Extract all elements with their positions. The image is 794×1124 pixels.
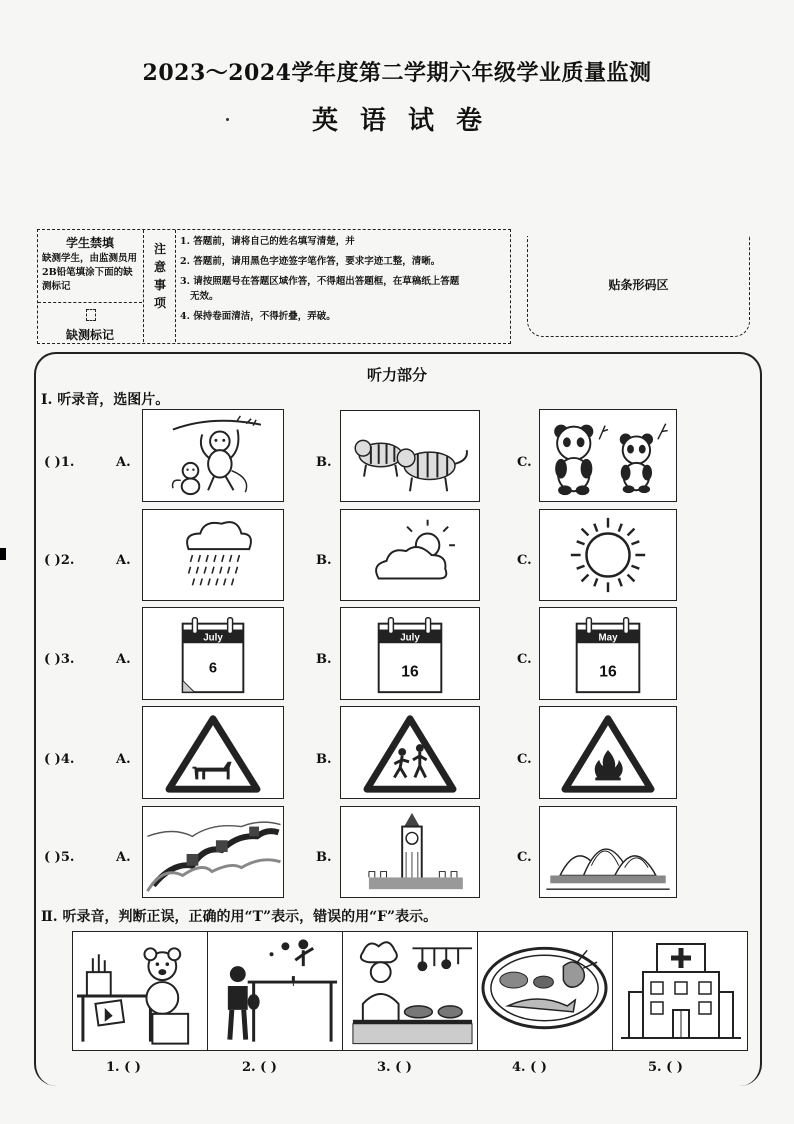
option-c-label: C.: [517, 752, 532, 767]
ping-pong-image[interactable]: [208, 932, 343, 1050]
sydney-opera-house-image[interactable]: [539, 806, 677, 898]
section-title: 听力部分: [366, 366, 427, 384]
student-box: [38, 230, 144, 342]
exam-subtitle: 英语试卷: [311, 106, 504, 136]
question-4-label[interactable]: ( )4.: [44, 752, 75, 767]
desk-teddy-bear-image[interactable]: [73, 932, 208, 1050]
notes-label-col: [144, 230, 176, 342]
option-b-label: B.: [316, 652, 332, 667]
notes-label: 注意事项: [153, 242, 166, 310]
answer-blank-5[interactable]: 5. ( ): [648, 1060, 683, 1075]
scan-mark: [0, 548, 6, 560]
chef-kitchen-image[interactable]: [343, 932, 478, 1050]
absence-mark-label: 缺测标记: [65, 328, 114, 342]
calendar-icon[interactable]: [539, 607, 677, 700]
question-1-label[interactable]: ( )1.: [44, 455, 75, 470]
rain-cloud-icon[interactable]: [142, 509, 284, 601]
option-c-label: C.: [517, 652, 532, 667]
calendar-day: 16: [401, 663, 419, 681]
option-b-label: B.: [316, 455, 332, 470]
calendar-month: July: [400, 632, 420, 644]
question-2-label[interactable]: ( )2.: [44, 553, 75, 568]
student-box-body: 缺测学生，由监测员用2B铅笔填涂下面的缺测标记: [42, 253, 138, 292]
part1-instruction: I. 听录音，选图片。: [41, 392, 170, 408]
seafood-plate-image[interactable]: [478, 932, 613, 1050]
info-box: [37, 229, 511, 344]
calendar-day: 6: [208, 660, 218, 677]
hospital-image[interactable]: [613, 932, 749, 1050]
answer-blank-4[interactable]: 4. ( ): [512, 1060, 547, 1075]
answer-blank-2[interactable]: 2. ( ): [242, 1060, 277, 1075]
note-item: 4. 保持卷面清洁，不得折叠，弄破。: [180, 311, 336, 322]
note-item: 无效。: [190, 291, 219, 302]
option-c-label: C.: [517, 455, 532, 470]
tigers-image[interactable]: [340, 410, 480, 502]
sun-icon[interactable]: [539, 509, 677, 601]
note-item: 1. 答题前，请将自己的姓名填写清楚，并: [180, 236, 355, 247]
great-wall-image[interactable]: [142, 806, 284, 898]
calendar-day: 16: [599, 663, 617, 681]
option-a-label: A.: [116, 850, 131, 865]
answer-blank-3[interactable]: 3. ( ): [377, 1060, 412, 1075]
calendar-icon[interactable]: [142, 607, 284, 700]
barcode-label: 贴条形码区: [608, 278, 669, 292]
partly-cloudy-icon[interactable]: [340, 509, 480, 601]
calendar-month: May: [598, 632, 618, 644]
absence-mark-checkbox[interactable]: [86, 309, 96, 321]
calendar-icon[interactable]: [340, 607, 480, 700]
question-5-label[interactable]: ( )5.: [44, 850, 75, 865]
option-c-label: C.: [517, 850, 532, 865]
big-ben-image[interactable]: [340, 806, 480, 898]
student-box-title: 学生禁填: [65, 236, 114, 250]
option-a-label: A.: [116, 752, 131, 767]
note-item: 2. 答题前，请用黑色字迹签字笔作答，要求字迹工整，清晰。: [180, 256, 441, 267]
part2-instruction: Ⅱ. 听录音，判断正误，正确的用“T”表示，错误的用“F”表示。: [41, 909, 438, 925]
answer-blank-1[interactable]: 1. ( ): [106, 1060, 141, 1075]
fire-warning-sign-icon[interactable]: [539, 706, 677, 799]
question-3-label[interactable]: ( )3.: [44, 652, 75, 667]
option-a-label: A.: [116, 553, 131, 568]
option-b-label: B.: [316, 553, 332, 568]
exam-title: 2023～2024学年度第二学期六年级学业质量监测: [142, 60, 652, 86]
cattle-warning-sign-icon[interactable]: [142, 706, 284, 799]
children-crossing-sign-icon[interactable]: [340, 706, 480, 799]
part2-image-strip: [72, 931, 748, 1051]
option-c-label: C.: [517, 553, 532, 568]
option-b-label: B.: [316, 850, 332, 865]
barcode-area: [527, 236, 750, 337]
option-a-label: A.: [116, 652, 131, 667]
option-b-label: B.: [316, 752, 332, 767]
option-a-label: A.: [116, 455, 131, 470]
calendar-month: July: [203, 632, 223, 644]
monkeys-image[interactable]: [142, 409, 284, 502]
pandas-image[interactable]: [539, 409, 677, 502]
notes-list: [180, 234, 508, 329]
note-item: 3. 请按照题号在答题区域作答，不得超出答题框，在草稿纸上答题: [180, 276, 460, 287]
